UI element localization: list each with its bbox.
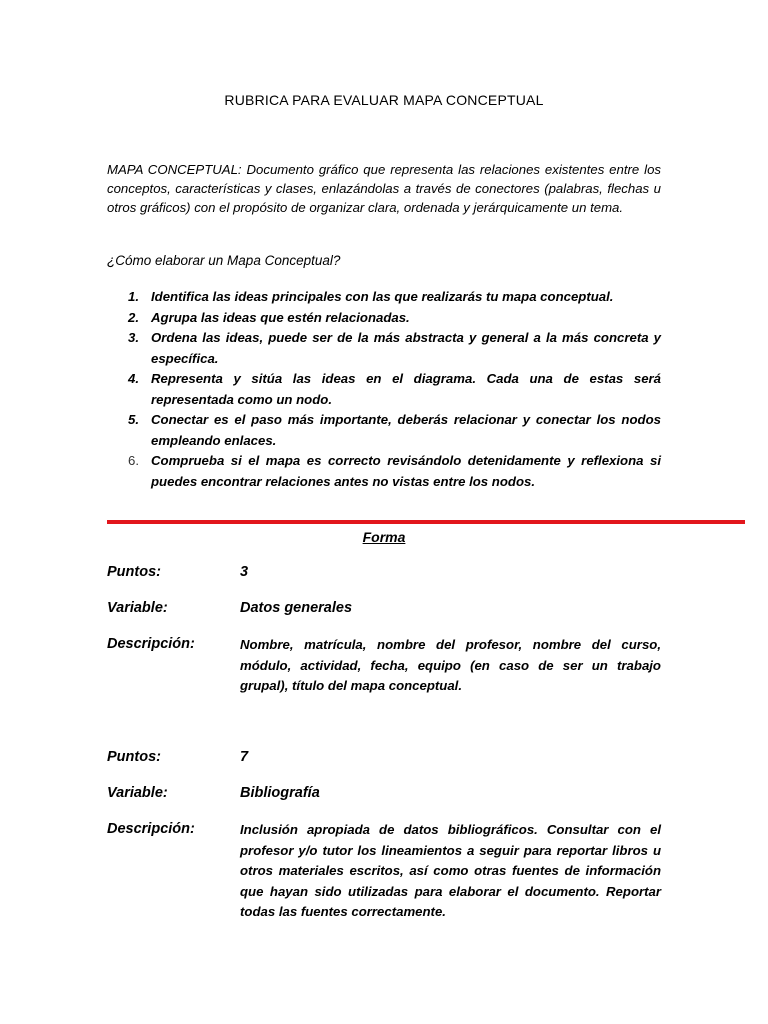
step-item <box>107 308 661 329</box>
section-title: Forma <box>362 529 406 545</box>
step-text: Representa y sitúa las ideas en el diagrama. Cada una de estas será representada como un nodo. <box>151 371 661 407</box>
descripcion-text: Nombre, matrícula, nombre del profesor, nombre del curso, módulo, actividad, fecha, equipo (en caso de ser un trabajo grupal), título del mapa conceptual. <box>240 637 661 693</box>
variable-value: Bibliografía <box>240 785 320 801</box>
variable-label: Variable: <box>107 785 168 801</box>
descripcion-label: Descripción: <box>107 636 195 652</box>
step-text: Identifica las ideas principales con las que realizarás tu mapa conceptual. <box>151 289 614 304</box>
step-item <box>107 369 661 410</box>
how-heading: ¿Cómo elaborar un Mapa Conceptual? <box>107 253 341 268</box>
step-text: Comprueba si el mapa es correcto revisándolo detenidamente y reflexiona si puedes encontrar relaciones antes no vistas entre los nodos. <box>151 453 661 489</box>
step-text: Conectar es el paso más importante, deberás relacionar y conectar los nodos empleando enlaces. <box>151 412 661 448</box>
step-item <box>107 287 661 308</box>
descripcion-text: Inclusión apropiada de datos bibliográficos. Consultar con el profesor y/o tutor los lineamientos a seguir para reportar libros u otros materiales escritos, así como otras fuentes de información que hayan sido utilizadas para elaborar el documento. Reportar todas las fuentes correctamente. <box>240 822 661 919</box>
step-item <box>107 410 661 451</box>
step-number: 4. <box>128 371 139 386</box>
puntos-label: Puntos: <box>107 749 161 765</box>
puntos-value: 7 <box>240 749 249 765</box>
step-number: 5. <box>128 412 139 427</box>
step-item <box>107 328 661 369</box>
step-text: Ordena las ideas, puede ser de la más abstracta y general a la más concreta y específica. <box>151 330 661 366</box>
step-number: 6. <box>128 453 139 468</box>
puntos-value: 3 <box>240 564 249 580</box>
step-item <box>107 451 661 492</box>
steps-list <box>107 287 661 492</box>
variable-label: Variable: <box>107 600 168 616</box>
step-text: Agrupa las ideas que estén relacionadas. <box>151 309 410 325</box>
step-number: 3. <box>128 330 139 345</box>
section-divider <box>107 520 745 524</box>
descripcion-label: Descripción: <box>107 821 195 837</box>
intro-paragraph: MAPA CONCEPTUAL: Documento gráfico que representa las relaciones existentes entre los conceptos, características y clases, enlazándolas a través de conectores (palabras, flechas u otros gráficos) con el propósito de organizar clara, ordenada y jerárquicamente un tema. <box>107 162 661 215</box>
page-title: RUBRICA PARA EVALUAR MAPA CONCEPTUAL <box>224 92 544 108</box>
variable-value: Datos generales <box>240 600 353 616</box>
step-number: 1. <box>128 289 139 304</box>
puntos-label: Puntos: <box>107 564 161 580</box>
step-number: 2. <box>128 309 139 325</box>
